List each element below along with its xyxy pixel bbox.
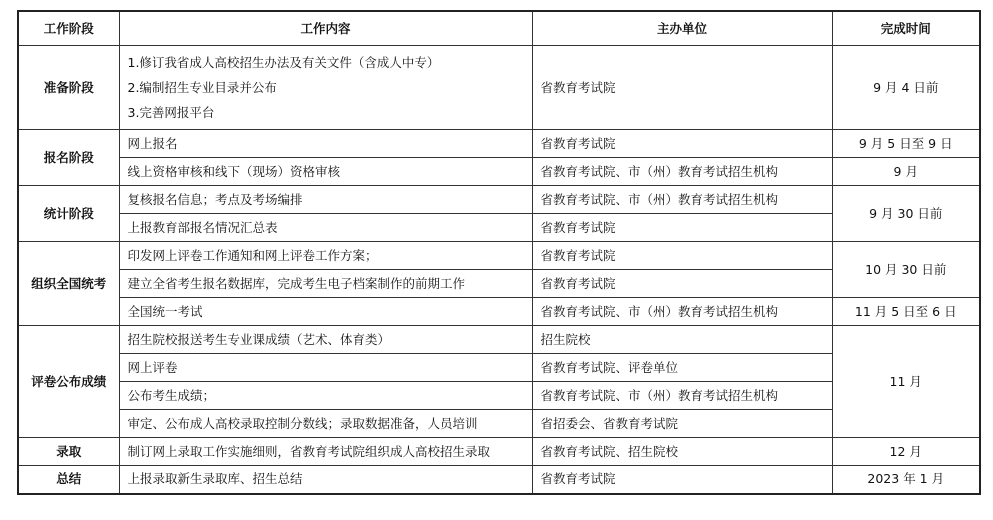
stage-cell: 组织全国统考 bbox=[18, 242, 119, 326]
content-cell: 上报教育部报名情况汇总表 bbox=[119, 214, 532, 242]
unit-cell: 省教育考试院 bbox=[532, 46, 832, 130]
unit-cell: 省教育考试院 bbox=[532, 270, 832, 298]
time-cell: 10 月 30 日前 bbox=[832, 242, 980, 298]
stage-cell: 总结 bbox=[18, 466, 119, 494]
unit-cell: 省教育考试院、市（州）教育考试招生机构 bbox=[532, 298, 832, 326]
unit-cell: 省教育考试院 bbox=[532, 214, 832, 242]
header-content: 工作内容 bbox=[119, 11, 532, 46]
unit-cell: 省教育考试院、市（州）教育考试招生机构 bbox=[532, 186, 832, 214]
header-unit: 主办单位 bbox=[532, 11, 832, 46]
schedule-table-wrap bbox=[17, 10, 981, 495]
table-row bbox=[18, 46, 980, 130]
schedule-table bbox=[17, 10, 981, 495]
table-row bbox=[18, 326, 980, 354]
content-cell: 招生院校报送考生专业课成绩（艺术、体育类） bbox=[119, 326, 532, 354]
stage-cell: 评卷公布成绩 bbox=[18, 326, 119, 438]
unit-cell: 招生院校 bbox=[532, 326, 832, 354]
content-cell: 复核报名信息；考点及考场编排 bbox=[119, 186, 532, 214]
time-cell: 9 月 4 日前 bbox=[832, 46, 980, 130]
content-cell: 网上评卷 bbox=[119, 354, 532, 382]
stage-cell: 统计阶段 bbox=[18, 186, 119, 242]
stage-cell: 录取 bbox=[18, 438, 119, 466]
time-cell: 9 月 30 日前 bbox=[832, 186, 980, 242]
table-row bbox=[18, 298, 980, 326]
table-row bbox=[18, 130, 980, 158]
unit-cell: 省教育考试院、市（州）教育考试招生机构 bbox=[532, 158, 832, 186]
unit-cell: 省教育考试院、市（州）教育考试招生机构 bbox=[532, 382, 832, 410]
content-cell bbox=[119, 46, 532, 130]
content-cell: 制订网上录取工作实施细则，省教育考试院组织成人高校招生录取 bbox=[119, 438, 532, 466]
content-line: 1.修订我省成人高校招生办法及有关文件（含成人中专） bbox=[127, 55, 440, 70]
table-row bbox=[18, 438, 980, 466]
header-time: 完成时间 bbox=[832, 11, 980, 46]
header-stage: 工作阶段 bbox=[18, 11, 119, 46]
table-row bbox=[18, 186, 980, 214]
content-cell: 网上报名 bbox=[119, 130, 532, 158]
time-cell: 9 月 5 日至 9 日 bbox=[832, 130, 980, 158]
table-row bbox=[18, 158, 980, 186]
content-line: 3.完善网报平台 bbox=[127, 105, 215, 120]
unit-cell: 省招委会、省教育考试院 bbox=[532, 410, 832, 438]
content-cell: 线上资格审核和线下（现场）资格审核 bbox=[119, 158, 532, 186]
unit-cell: 省教育考试院、招生院校 bbox=[532, 438, 832, 466]
unit-cell: 省教育考试院、评卷单位 bbox=[532, 354, 832, 382]
content-cell: 上报录取新生录取库、招生总结 bbox=[119, 466, 532, 494]
content-cell: 审定、公布成人高校录取控制分数线；录取数据准备，人员培训 bbox=[119, 410, 532, 438]
table-row bbox=[18, 242, 980, 270]
unit-cell: 省教育考试院 bbox=[532, 466, 832, 494]
content-cell: 印发网上评卷工作通知和网上评卷工作方案； bbox=[119, 242, 532, 270]
time-cell: 2023 年 1 月 bbox=[832, 466, 980, 494]
time-cell: 9 月 bbox=[832, 158, 980, 186]
time-cell: 12 月 bbox=[832, 438, 980, 466]
stage-cell: 报名阶段 bbox=[18, 130, 119, 186]
unit-cell: 省教育考试院 bbox=[532, 130, 832, 158]
time-cell: 11 月 5 日至 6 日 bbox=[832, 298, 980, 326]
content-cell: 建立全省考生报名数据库，完成考生电子档案制作的前期工作 bbox=[119, 270, 532, 298]
unit-cell: 省教育考试院 bbox=[532, 242, 832, 270]
content-cell: 全国统一考试 bbox=[119, 298, 532, 326]
stage-cell: 准备阶段 bbox=[18, 46, 119, 130]
table-row bbox=[18, 466, 980, 494]
content-line: 2.编制招生专业目录并公布 bbox=[127, 80, 277, 95]
header-row bbox=[18, 11, 980, 46]
time-cell: 11 月 bbox=[832, 326, 980, 438]
content-cell: 公布考生成绩； bbox=[119, 382, 532, 410]
